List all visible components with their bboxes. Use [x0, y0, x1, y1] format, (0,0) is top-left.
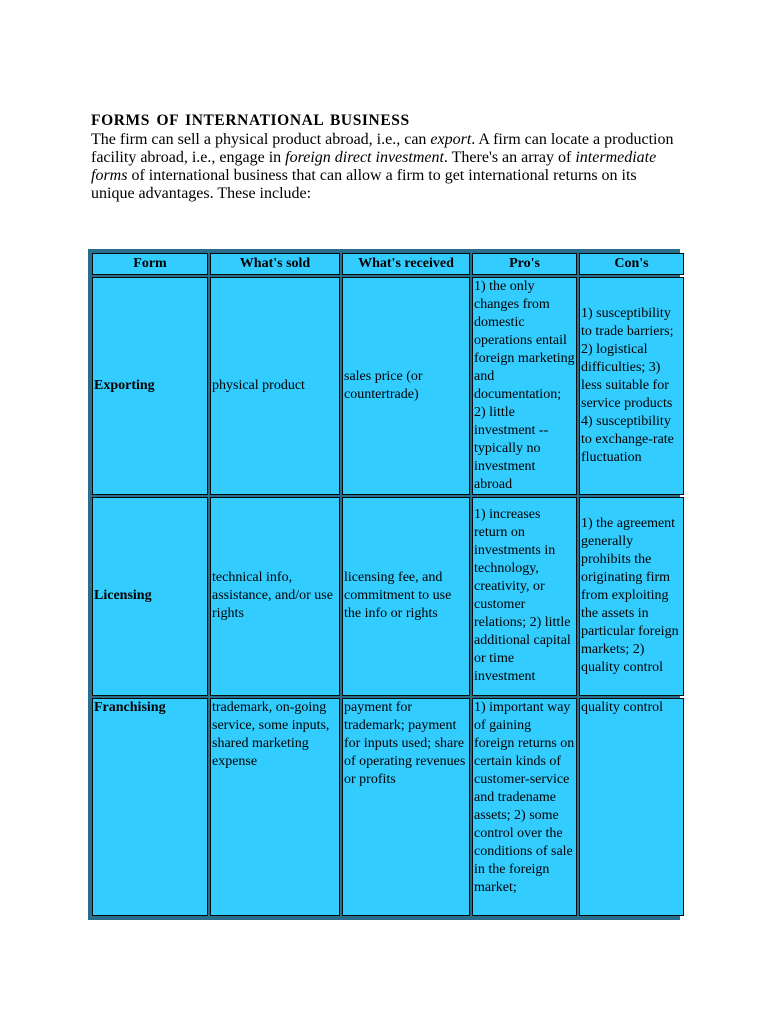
- table-row: [92, 698, 684, 916]
- forms-table: [90, 251, 686, 918]
- cell-whats-sold: trademark, on-going service, some inputs, shared marketing expense: [210, 698, 340, 916]
- intro-emphasis-fdi: foreign direct investment: [285, 149, 444, 166]
- intro-text-1: The firm can sell a physical product abroad, i.e., can: [91, 131, 431, 148]
- page-title: FORMS OF INTERNATIONAL BUSINESS: [91, 112, 410, 129]
- column-header-whats-received: What's received: [342, 253, 470, 275]
- intro-text-2: . A firm can locate a production facility abroad, i.e., engage in: [91, 131, 674, 166]
- table-row: [92, 497, 684, 695]
- intro-text-3: . There's an array of: [443, 149, 576, 166]
- cell-cons: 1) susceptibility to trade barriers; 2) logistical difficulties; 3) less suitable for service products 4) susceptibility to exchange-rate fluctuation: [579, 277, 684, 495]
- cell-whats-sold: physical product: [210, 277, 340, 495]
- table-header-row: [92, 253, 684, 275]
- cell-pros: 1) important way of gaining foreign returns on certain kinds of customer-service and tradename assets; 2) some control over the conditions of sale in the foreign market;: [472, 698, 577, 916]
- column-header-whats-sold: What's sold: [210, 253, 340, 275]
- cell-cons: 1) the agreement generally prohibits the originating firm from exploiting the assets in particular foreign markets; 2) quality control: [579, 497, 684, 695]
- column-header-pros: Pro's: [472, 253, 577, 275]
- cell-whats-received: licensing fee, and commitment to use the info or rights: [342, 497, 470, 695]
- cell-whats-received: payment for trademark; payment for inputs used; share of operating revenues or profits: [342, 698, 470, 916]
- cell-form: Licensing: [92, 497, 208, 695]
- cell-form: Franchising: [92, 698, 208, 916]
- table-row: [92, 277, 684, 495]
- document-body: [91, 111, 681, 203]
- column-header-cons: Con's: [579, 253, 684, 275]
- cell-whats-sold: technical info, assistance, and/or use rights: [210, 497, 340, 695]
- intro-emphasis-intermediate: intermediate forms: [91, 149, 657, 184]
- cell-pros: 1) increases return on investments in technology, creativity, or customer relations; 2) little additional capital or time investment: [472, 497, 577, 695]
- intro-emphasis-export: export: [430, 131, 472, 148]
- cell-cons: quality control: [579, 698, 684, 916]
- forms-table-container: [88, 249, 680, 920]
- column-header-form: Form: [92, 253, 208, 275]
- cell-form: Exporting: [92, 277, 208, 495]
- cell-whats-received: sales price (or countertrade): [342, 277, 470, 495]
- cell-pros: 1) the only changes from domestic operations entail foreign marketing and documentation; 2) little investment -- typically no investment abroad: [472, 277, 577, 495]
- intro-paragraph: [91, 131, 676, 203]
- intro-text-4: of international business that can allow a firm to get international returns on its unique advantages. These include:: [91, 167, 637, 202]
